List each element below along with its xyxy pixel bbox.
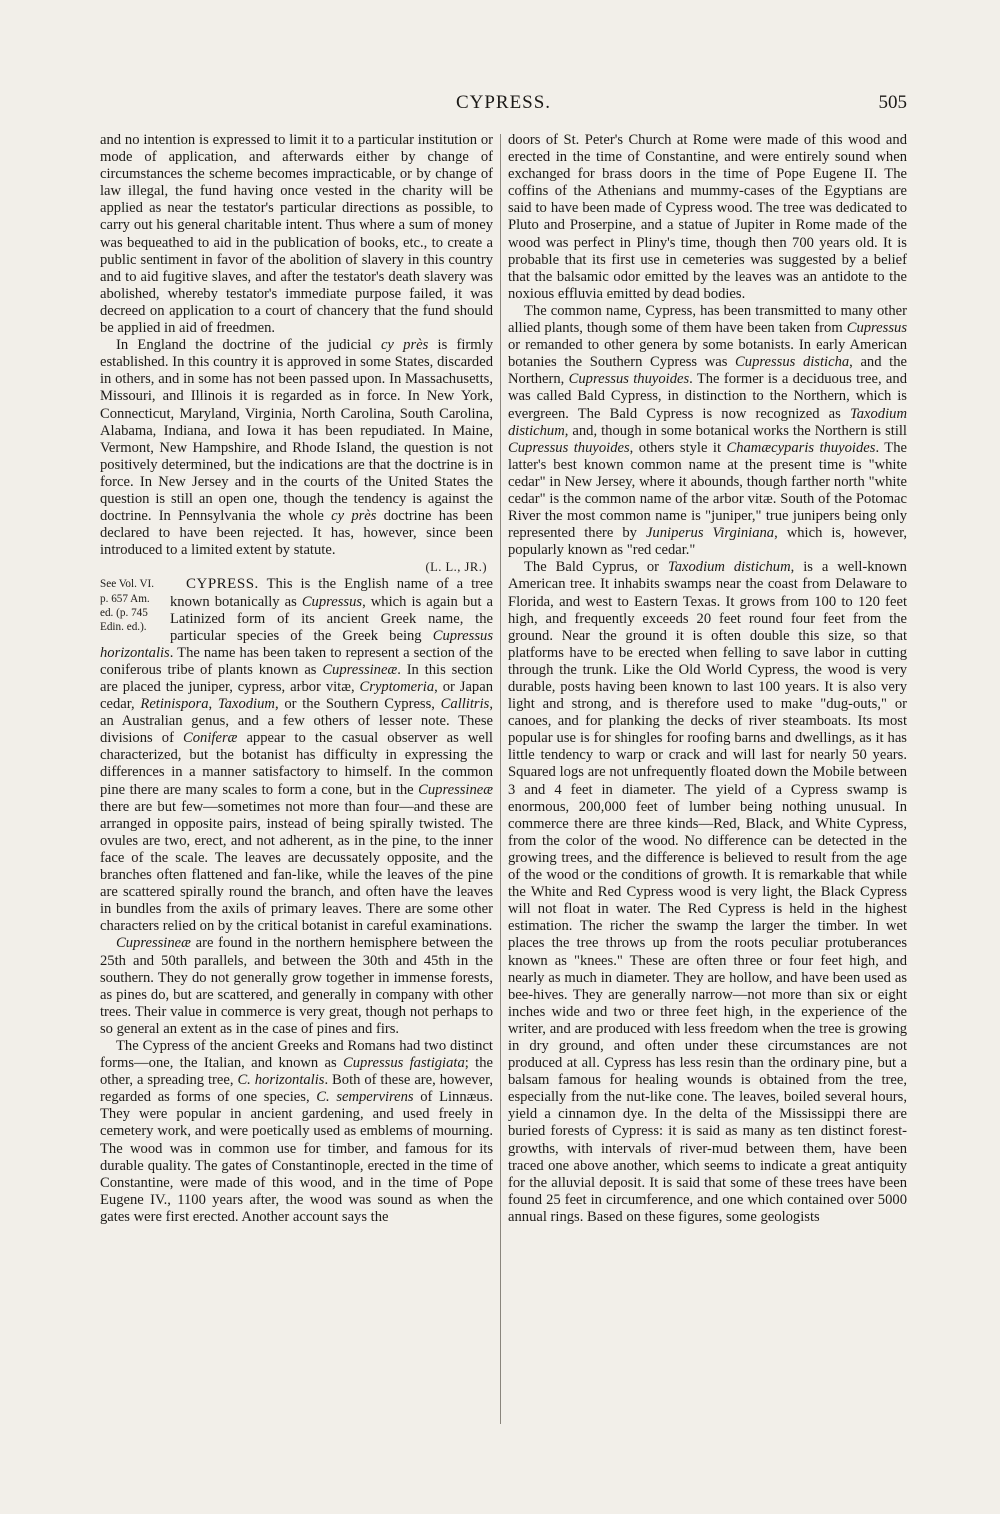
text-run: , others style it xyxy=(629,439,727,456)
italic-term: Cupressus thuyoides xyxy=(568,371,690,388)
left-column xyxy=(100,132,493,1226)
text-run: . In this section are placed the juniper, cypress, arbor vitæ, xyxy=(100,661,493,695)
entry-heading: CYPRESS. xyxy=(186,576,259,593)
paragraph-cy-pres-doctrine xyxy=(100,337,493,559)
text-run: appear to the casual observer as well characterized, but the botanist has difficulty in expressing the differences in a manner satisfactory to himself. In the common pine there are many scales to form a cone, but in the xyxy=(100,730,493,798)
italic-term: Retinispora xyxy=(140,696,209,713)
paragraph-distribution xyxy=(100,935,493,1038)
text-run: In England the doctrine of the judicial xyxy=(116,337,381,354)
italic-term: Coniferæ xyxy=(183,730,238,747)
text-run: . The latter's best known common name at the present time is "white cedar" in New Jersey, where it abounds, though farther north "white cedar" is the common name of the arbor vitæ. South of the Potomac River the most common name is "juniper," true junipers being only represented there by xyxy=(508,439,907,542)
side-note-reference: See Vol. VI. p. 657 Am. ed. (p. 745 Edin. ed.). xyxy=(100,578,155,634)
text-run: ; the other, a spreading tree, xyxy=(100,1055,493,1089)
text-run: The common name, Cypress, has been transmitted to many other allied plants, though some of them have been taken from xyxy=(508,302,907,337)
text-run: This is the English name of a tree known botanically as xyxy=(170,576,493,610)
italic-term: Cryptomeria xyxy=(359,679,435,695)
text-run: of Linnæus. They were popular in ancient gardening, and used freely in cemetery work, and were poetically used as emblems of mourning. The wood was in common use for timber, and famous for its durable quality. The gates of Constantinople, erected in the time of Constantine, were made of this wood, and in the time of Pope Eugene IV., 1100 years after, the wood was sound as when the gates were first erected. Another account says the xyxy=(100,1089,494,1225)
italic-term: Cupressus horizontalis xyxy=(100,627,493,661)
text-run: , is a well-known American tree. It inhabits swamps near the coast from Delaware to Florida, and west to Eastern Texas. It grows from 100 to 120 feet high, and frequently exceeds 20 feet round four feet from the ground. Near the ground it is often double this size, so that platforms have to be erected when felling to save labor in cutting through the trunk. Like the Old World Cypress, the wood is very durable, posts having been known to last 100 years. It is also very light and strong, and is therefore used to make "dug-outs," or canoes, and for planking the decks of river steamboats. Its most popular use is for shingles for roofing barns and dwellings, as it has little tendency to warp or crack and will last for nearly 50 years. Squared logs are not unfrequently floated down the Mobile between 3 and 4 feet in diameter. The yield of a Cypress swamp is enormous, 200,000 feet of lumber being nothing unusual. In commerce there are three kinds—Red, Black, and White Cypress, from the color of the wood. No difference can be detected in the growing trees, and the difference is believed to result from the age of the wood or the conditions of growth. It is remarkable that while the White and Red Cypress wood is very light, the Black Cypress will not float in water. The Red Cypress is held in the highest estimation. The richer the swamp the larger the timber. In wet places the tree throws up from the roots peculiar protuberances known as "knees." These are often three or four feet high, and nearly as much in diameter. They are hollow, and have been used as bee-hives. They are generally narrow—not more than six or eight inches wide and two or three feet high, in the experience of the writer, and are produced with less freedom when the tree is growing in dry ground, and often under these circumstances are not produced at all. Cypress has less resin than the ordinary pine, but a balsam famous for healing wounds is obtained from the tree, especially from the nut-like cone. The leaves, boiled several hours, yield a cinnamon dye. In the delta of the Mississippi there are buried forests of Cypress: it is said as many as ten distinct forest-growths, with intervals of river-mud between them, have been traced one above another, which seems to indicate a great antiquity for the alluvial deposit. It is said that some of these trees have been found 25 feet in circumference, and one which contained over 5000 annual rings. Based on these figures, some geologists xyxy=(508,559,907,1225)
text-run: . The name has been taken to represent a section of the coniferous tribe of plants known as xyxy=(100,644,493,678)
italic-term: Taxodium xyxy=(217,696,275,713)
italic-term: Juniperus Virginiana xyxy=(645,525,775,542)
italic-term: Cupressus disticha xyxy=(735,354,850,371)
text-run: , or Japan cedar, xyxy=(100,679,493,713)
paragraph-charity-continuation: and no intention is expressed to limit it to a particular institution or mode of application, and afterwards either by change of circumstances the scheme becomes impracticable, or by change of law illegal, the fund having once vested in the charity will be applied as near the testator's particular directions as possible, to carry out his general charitable intent. Thus where a sum of money was bequeathed to aid in the publication of books, etc., to create a public sentiment in favor of the abolition of slavery in this country and to aid fugitive slaves, and after the testator's death slavery was abolished, whereby testator's immediate purpose failed, it was decreed on application to a court of chancery that the fund should be applied in aid of freedmen. xyxy=(100,132,493,337)
page-header xyxy=(100,92,907,122)
text-run: are found in the northern hemisphere between the 25th and 50th parallels, and between the 30th and 45th in the southern. They do not generally grow together in immense forests, as pines do, but are scattered, and generally in company with other trees. Their value in commerce is very great, though not perhaps to so general an extent as in the case of pines and firs. xyxy=(100,935,493,1037)
right-column xyxy=(508,132,907,1226)
italic-term: cy près xyxy=(331,508,377,525)
author-signature: (L. L., JR.) xyxy=(425,560,487,575)
italic-term: Cupressineæ xyxy=(322,661,398,678)
text-run: doctrine has been declared to have been rejected. It has, however, since been introduced to a limited extent by statute. xyxy=(100,508,493,559)
text-run: there are but few—sometimes not more than four—and these are arranged in opposite pairs, instead of being spirally twisted. The ovules are two, erect, and not adherent, as in the pine, to the inner face of the scale. The leaves are decussately opposite, and the branches often flattened and fan-like, while the leaves of the pine are scattered spirally round the branch, and often have the leaves in bundles from the axils of primary leaves. There are some other characters relied on by the critical botanist in careful examinations. xyxy=(100,798,493,935)
italic-term: Cupressus thuyoides xyxy=(508,439,630,456)
italic-term: Callitris xyxy=(440,696,490,713)
italic-term: Taxodium distichum xyxy=(508,405,907,439)
author-signature-line xyxy=(100,559,493,576)
text-run: , and the Northern, xyxy=(508,354,907,388)
column-divider xyxy=(500,134,501,1424)
paragraph-history-continuation: doors of St. Peter's Church at Rome were made of this wood and erected in the time of Constantine, and were entirely sound when exchanged for brass doors in the time of Pope Eugene II. The coffins of the Athenians and mummy-cases of the Egyptians are said to have been made of Cypress wood. The tree was dedicated to Pluto and Proserpine, and a statue of Jupiter in Rome made of the wood was perfect in Pliny's time, though then 700 years old. It is probable that its first use in cemeteries was suggested by a belief that the balsamic odor emitted by the leaves was an antidote to the noxious effluvia emitted by dead bodies. xyxy=(508,132,907,302)
text-run: , which is, however, popularly known as "red cedar." xyxy=(508,525,908,559)
italic-term: Taxodium distichum xyxy=(667,559,791,576)
text-run: or remanded to other genera by some botanists. In early American botanies the Southern Cypress was xyxy=(508,337,907,371)
italic-term: Cupressus fastigiata xyxy=(343,1055,465,1072)
paragraph-common-name xyxy=(508,303,907,559)
italic-term: cy près xyxy=(380,337,429,354)
text-run: . Both of these are, however, regarded as forms of one species, xyxy=(100,1072,493,1106)
text-run: is firmly established. In this country it is approved in some States, discarded in others, and in some has not been passed upon. In Massachusetts, Missouri, and Illinois it is regarded as in force. In New York, Connecticut, Maryland, Virginia, North Carolina, South Carolina, Alabama, Indiana, and Iowa it has been repudiated. In Maine, Vermont, New Hampshire, and Rhode Island, the question is not positively determined, but the indications are that the doctrine is in force. In New Jersey and in the courts of the United States the question is still an open one, though the tendency is against the doctrine. In Pennsylvania the whole xyxy=(100,337,493,525)
italic-term: Cupressineæ xyxy=(116,935,191,952)
text-run: , and, though in some botanical works the Northern is still xyxy=(564,422,907,439)
running-head: CYPRESS. xyxy=(455,92,552,113)
italic-term: Cupressineæ xyxy=(418,781,493,798)
italic-term: Cupressus xyxy=(846,320,907,337)
text-run: , or the Southern Cypress, xyxy=(274,696,441,713)
italic-term: Cupressus xyxy=(301,593,363,610)
text-run: , which is again but a Latinized form of its ancient Greek name, the particular species of the Greek being xyxy=(170,593,493,644)
text-run: . The former is a deciduous tree, and was called Bald Cypress, in distinction to the Northern, which is evergreen. The Bald Cypress is now recognized as xyxy=(508,371,908,422)
text-run: The Bald Cyprus, or xyxy=(524,559,668,576)
italic-term: C. horizontalis xyxy=(237,1072,325,1089)
paragraph-cypress-entry xyxy=(100,576,493,935)
paragraph-bald-cypress xyxy=(508,559,907,1226)
italic-term: Chamæcyparis thuyoides xyxy=(726,439,876,456)
italic-term: C. sempervirens xyxy=(316,1089,414,1106)
text-run: , an Australian genus, and a few others of lesser note. These divisions of xyxy=(100,696,493,747)
text-run: , xyxy=(208,696,218,713)
page-number: 505 xyxy=(878,92,907,113)
text-run: The Cypress of the ancient Greeks and Romans had two distinct forms—one, the Italian, and known as xyxy=(100,1037,493,1072)
paragraph-ancient-cypress xyxy=(100,1038,493,1226)
